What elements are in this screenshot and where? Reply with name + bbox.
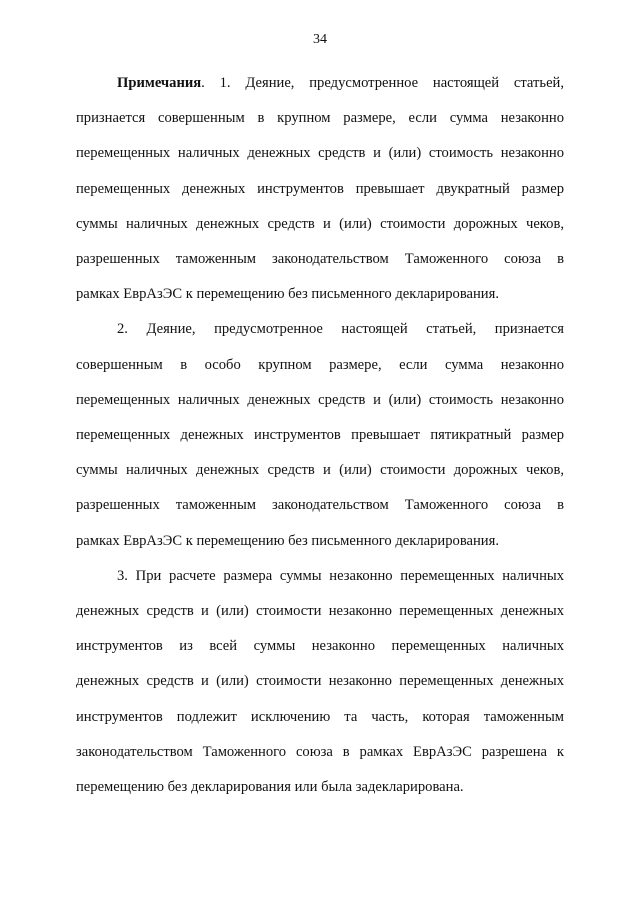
note-paragraph-1 bbox=[76, 66, 564, 312]
text-line: перемещенных денежных инструментов превышает двукратный размер bbox=[76, 180, 564, 197]
text-line: рамках ЕврАзЭС к перемещению без письменного декларирования. bbox=[76, 532, 499, 549]
document-body bbox=[76, 66, 564, 805]
line-text: . 1. Деяние, предусмотренное настоящей статьей, bbox=[201, 75, 564, 91]
text-line: разрешенных таможенным законодательством Таможенного союза в bbox=[76, 251, 564, 268]
text-line: 3. При расчете размера суммы незаконно перемещенных наличных bbox=[117, 567, 564, 584]
text-line: совершенным в особо крупном размере, если сумма незаконно bbox=[76, 356, 564, 373]
text-line: денежных средств и (или) стоимости незаконно перемещенных денежных bbox=[76, 673, 564, 690]
notes-label: Примечания bbox=[117, 75, 202, 91]
text-line: перемещенных денежных инструментов превышает пятикратный размер bbox=[76, 427, 564, 444]
text-line: перемещенных наличных денежных средств и (или) стоимость незаконно bbox=[76, 145, 564, 162]
note-paragraph-3 bbox=[76, 559, 564, 805]
text-line: разрешенных таможенным законодательством Таможенного союза в bbox=[76, 497, 564, 514]
text-line: рамках ЕврАзЭС к перемещению без письменного декларирования. bbox=[76, 286, 499, 303]
text-line: инструментов из всей суммы незаконно перемещенных наличных bbox=[76, 638, 564, 655]
text-line: признается совершенным в крупном размере, если сумма незаконно bbox=[76, 110, 564, 127]
text-line: денежных средств и (или) стоимости незаконно перемещенных денежных bbox=[76, 603, 564, 620]
text-line: инструментов подлежит исключению та часть, которая таможенным bbox=[76, 708, 564, 725]
text-line: 2. Деяние, предусмотренное настоящей статьей, признается bbox=[117, 321, 564, 338]
text-line: перемещению без декларирования или была задекларирована. bbox=[76, 779, 464, 796]
text-line: перемещенных наличных денежных средств и (или) стоимость незаконно bbox=[76, 391, 564, 408]
text-line: суммы наличных денежных средств и (или) стоимости дорожных чеков, bbox=[76, 462, 564, 479]
note-paragraph-2 bbox=[76, 312, 564, 558]
text-line bbox=[76, 66, 564, 101]
page-number: 34 bbox=[313, 32, 327, 47]
text-line: законодательством Таможенного союза в рамках ЕврАзЭС разрешена к bbox=[76, 743, 564, 760]
text-line: суммы наличных денежных средств и (или) стоимости дорожных чеков, bbox=[76, 215, 564, 232]
